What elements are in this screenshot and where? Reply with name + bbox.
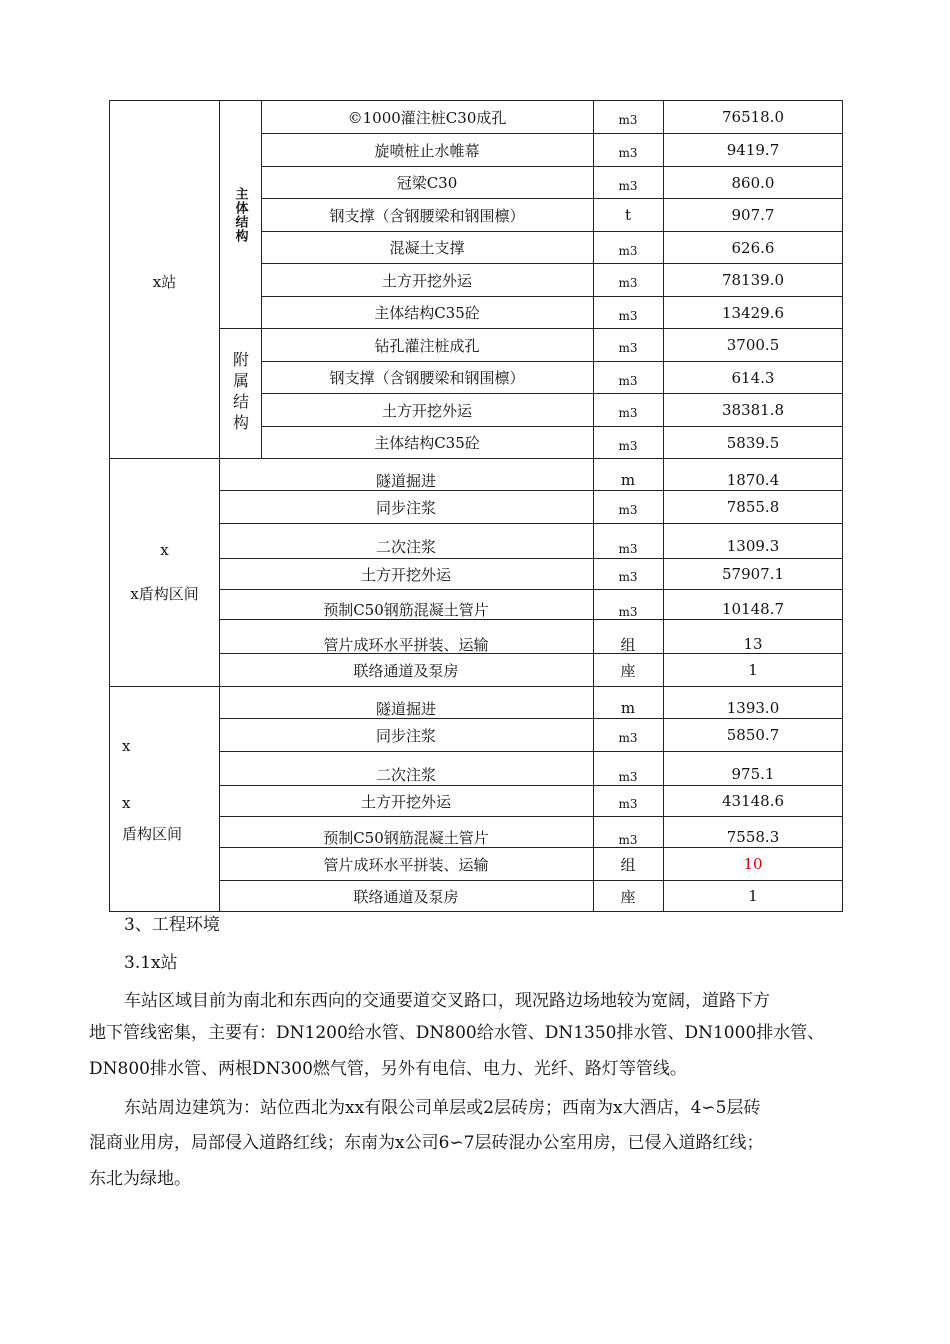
item-cell: 主体结构C35砼 (374, 434, 480, 452)
paragraph-line: 车站区域目前为南北和东西向的交通要道交叉路口，现况路边场地较为宽阔，道路下方 (124, 991, 770, 1011)
qty-cell: 1870.4 (726, 471, 780, 489)
unit-cell: m3 (618, 570, 638, 584)
unit-cell: m3 (618, 373, 638, 388)
unit-cell: m3 (618, 276, 638, 290)
group-label: 附属结构 (230, 351, 250, 435)
item-cell: 土方开挖外运 (381, 271, 472, 290)
item-cell: 隧道掘进 (375, 471, 436, 490)
item-cell: 钻孔灌注桩成孔 (374, 336, 480, 355)
item-cell: 混凝土支撑 (389, 239, 465, 257)
unit-cell: m3 (618, 406, 638, 420)
quantity-table (109, 100, 843, 912)
qty-cell-highlight: 10 (743, 855, 763, 873)
unit-cell: 组 (620, 855, 636, 874)
qty-cell: 7855.8 (726, 498, 780, 516)
item-cell: 同步注浆 (375, 498, 436, 517)
item-cell: 联络通道及泵房 (353, 887, 459, 906)
subsection-heading: 3.1x站 (124, 953, 178, 973)
item-cell: 预制C50钢筋混凝土管片 (323, 828, 489, 847)
item-cell: 管片成环水平拼装、运输 (323, 635, 489, 654)
unit-cell: t (624, 206, 632, 224)
item-cell: 钢支撑（含钢腰梁和钢围檩） (329, 206, 525, 225)
unit-cell: m3 (618, 731, 638, 745)
qty-cell: 5850.7 (726, 726, 780, 744)
item-cell: 二次注浆 (375, 765, 436, 784)
unit-cell: m (620, 699, 636, 717)
qty-cell: 614.3 (731, 368, 775, 387)
item-cell: 管片成环水平拼装、运输 (323, 855, 489, 874)
unit-cell: 座 (620, 887, 636, 906)
qty-cell: 975.1 (731, 765, 775, 783)
unit-cell: m3 (618, 113, 638, 127)
qty-cell: 1 (748, 887, 758, 905)
unit-cell: m3 (618, 243, 638, 258)
item-cell: 联络通道及泵房 (353, 661, 459, 680)
unit-cell: m3 (618, 146, 638, 160)
qty-cell: 860.0 (731, 173, 775, 192)
qty-cell: 1393.0 (726, 699, 780, 717)
qty-cell: 10148.7 (721, 600, 785, 618)
unit-cell: m3 (618, 503, 638, 517)
unit-cell: m3 (618, 308, 638, 323)
section-name: 盾构区间 (122, 824, 183, 843)
unit-cell: m3 (618, 438, 638, 453)
unit-cell: 座 (620, 661, 636, 680)
item-cell: 土方开挖外运 (381, 401, 472, 420)
qty-cell: 7558.3 (726, 828, 780, 846)
qty-cell: 38381.8 (721, 401, 785, 419)
qty-cell: 1 (748, 661, 758, 679)
item-cell: 冠梁C30 (396, 174, 458, 192)
unit-cell: m3 (618, 770, 638, 784)
paragraph-line: 东站周边建筑为：站位西北为xx有限公司单层或2层砖房；西南为x大酒店，4∽5层砖 (124, 1098, 761, 1118)
paragraph-line: 东北为绿地。 (89, 1169, 191, 1189)
group-label: 主体结构 (232, 187, 248, 243)
qty-cell: 13429.6 (721, 303, 785, 322)
item-cell: 土方开挖外运 (360, 565, 451, 584)
item-cell: 旋喷桩止水帷幕 (374, 141, 480, 160)
item-cell: ©1000灌注桩C30成孔 (347, 108, 507, 127)
qty-cell: 5839.5 (726, 433, 780, 452)
section-heading: 3、工程环境 (124, 915, 220, 935)
qty-cell: 78139.0 (721, 271, 785, 289)
paragraph-line: 混商业用房，局部侵入道路红线；东南为x公司6∽7层砖混办公室用房，已侵入道路红线； (89, 1133, 764, 1153)
item-cell: 预制C50钢筋混凝土管片 (323, 600, 489, 619)
paragraph-line: 地下管线密集，主要有：DN1200给水管、DN800给水管、DN1350排水管、DN1000排水管、 (89, 1023, 825, 1043)
section-name: x盾构区间 (130, 584, 199, 603)
unit-cell: 组 (620, 635, 636, 654)
section-name: x站 (152, 272, 177, 291)
item-cell: 钢支撑（含钢腰梁和钢围檩） (329, 369, 525, 387)
unit-cell: m (620, 471, 636, 489)
section-name: x (122, 794, 131, 812)
qty-cell: 626.6 (731, 238, 775, 257)
qty-cell: 1309.3 (726, 537, 780, 555)
unit-cell: m3 (618, 833, 638, 847)
unit-cell: m3 (618, 797, 638, 811)
item-cell: 主体结构C35砼 (374, 304, 480, 322)
section-name: x (160, 541, 169, 559)
qty-cell: 43148.6 (721, 792, 785, 810)
qty-cell: 9419.7 (726, 141, 780, 159)
qty-cell: 907.7 (731, 206, 775, 224)
item-cell: 隧道掘进 (375, 699, 436, 718)
item-cell: 二次注浆 (375, 537, 436, 556)
qty-cell: 76518.0 (721, 108, 785, 126)
qty-cell: 57907.1 (721, 565, 785, 583)
qty-cell: 3700.5 (726, 336, 780, 354)
section-name: x (122, 737, 131, 755)
qty-cell: 13 (743, 635, 763, 653)
paragraph-line: DN800排水管、两根DN300燃气管，另外有电信、电力、光纤、路灯等管线。 (89, 1059, 687, 1079)
unit-cell: m3 (618, 542, 638, 556)
item-cell: 同步注浆 (375, 726, 436, 745)
unit-cell: m3 (618, 341, 638, 355)
unit-cell: m3 (618, 178, 638, 193)
item-cell: 土方开挖外运 (360, 792, 451, 811)
unit-cell: m3 (618, 605, 638, 619)
